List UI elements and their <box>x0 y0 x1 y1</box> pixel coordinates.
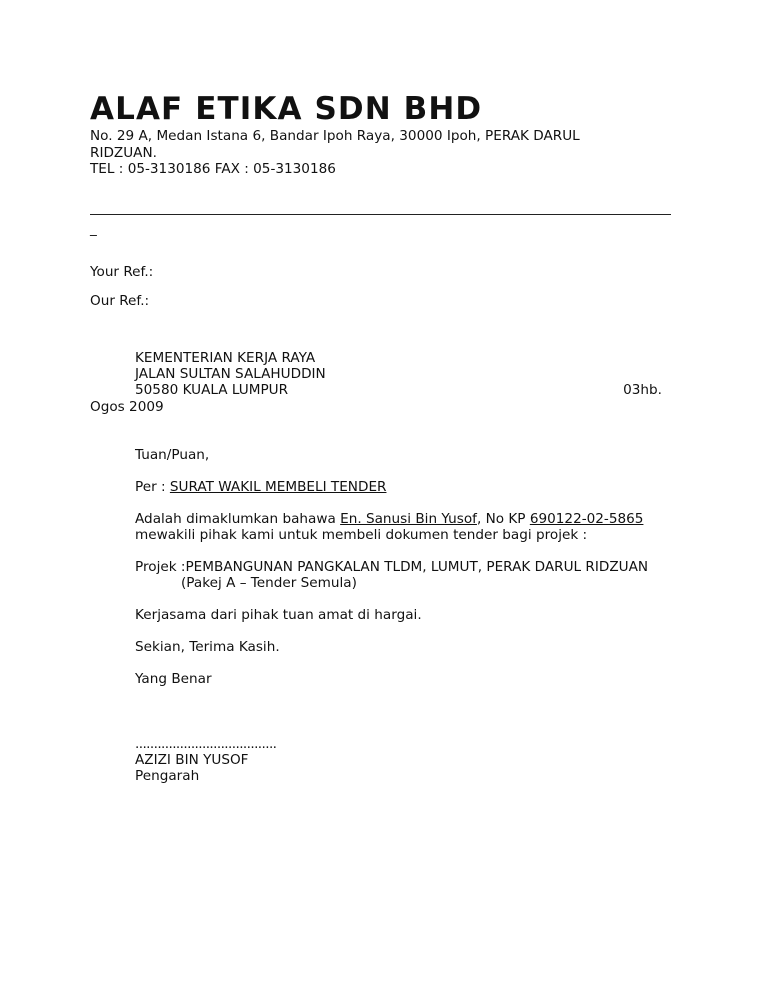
recipient-line-1: KEMENTERIAN KERJA RAYA <box>135 350 316 366</box>
project-line-2: (Pakej A – Tender Semula) <box>181 575 357 591</box>
letterhead-divider <box>90 214 671 215</box>
closing-thanks: Sekian, Terima Kasih. <box>135 639 280 655</box>
signatory-name: AZIZI BIN YUSOF <box>135 752 249 768</box>
company-address <box>90 128 670 178</box>
contact-line: TEL : 05-3130186 FAX : 05-3130186 <box>90 161 336 177</box>
representative-name: En. Sanusi Bin Yusof <box>340 511 477 527</box>
paragraph-1-line-2: mewakili pihak kami untuk membeli dokumen tender bagi projek : <box>135 527 588 543</box>
project-line-1: Projek :PEMBANGUNAN PANGKALAN TLDM, LUMUT, PERAK DARUL RIDZUAN <box>135 559 649 575</box>
paragraph-1-line-1 <box>135 511 643 528</box>
cooperation-line: Kerjasama dari pihak tuan amat di hargai. <box>135 607 422 623</box>
subject-line <box>135 479 386 496</box>
address-line-1: No. 29 A, Medan Istana 6, Bandar Ipoh Raya, 30000 Ipoh, PERAK DARUL <box>90 128 580 144</box>
divider-tail: _ <box>90 221 97 237</box>
subject-prefix: Per : <box>135 479 170 495</box>
our-ref: Our Ref.: <box>90 293 150 309</box>
your-ref: Your Ref.: <box>90 264 154 280</box>
ic-number: 690122-02-5865 <box>529 511 644 527</box>
signatory-title: Pengarah <box>135 768 200 784</box>
address-line-2: RIDZUAN. <box>90 144 157 161</box>
para1-mid: , No KP <box>476 511 530 527</box>
recipient-line-2: JALAN SULTAN SALAHUDDIN <box>135 366 326 382</box>
closing-yours: Yang Benar <box>135 671 212 687</box>
signature-dots: ...................................... <box>135 736 277 752</box>
company-name: ALAF ETIKA SDN BHD <box>90 91 483 127</box>
para1-start: Adalah dimaklumkan bahawa <box>135 511 341 527</box>
salutation: Tuan/Puan, <box>135 447 210 463</box>
subject-text: SURAT WAKIL MEMBELI TENDER <box>169 479 387 495</box>
recipient-line-3: 50580 KUALA LUMPUR <box>135 382 289 398</box>
date-month-year: Ogos 2009 <box>90 399 164 415</box>
date-day: 03hb. <box>623 382 662 398</box>
